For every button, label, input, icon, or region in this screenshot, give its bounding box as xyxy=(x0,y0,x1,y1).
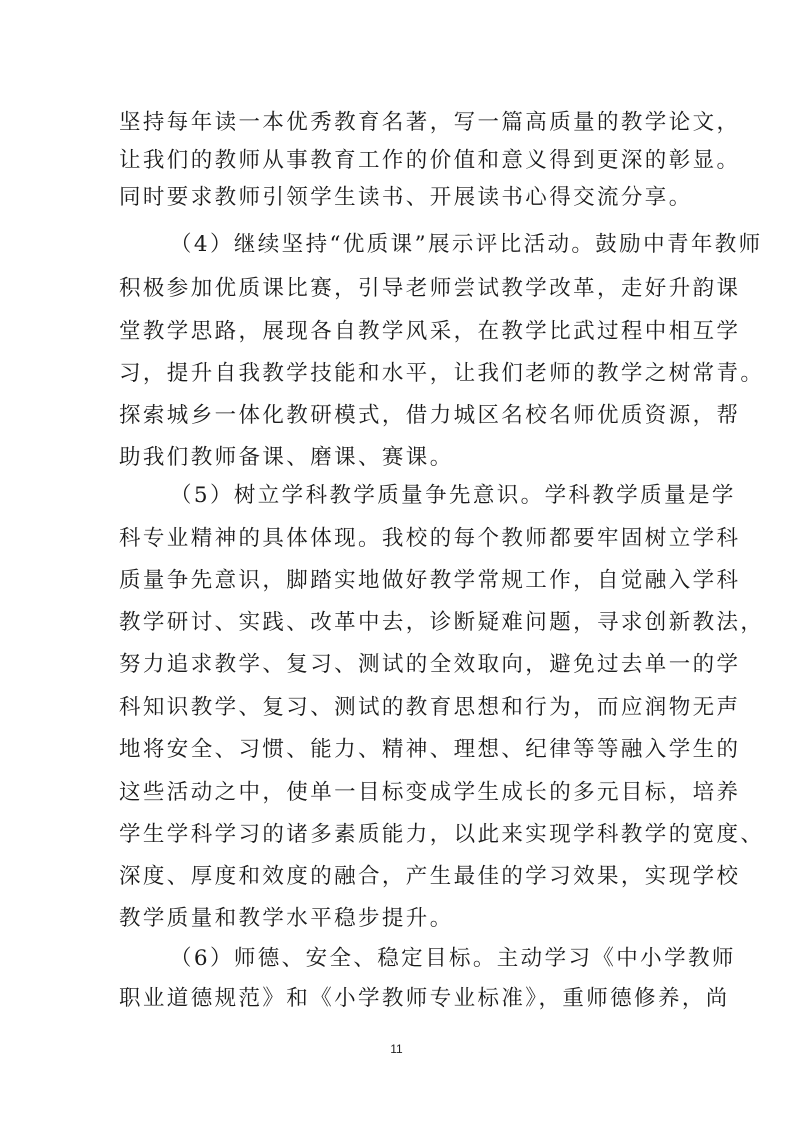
text-line: 科知识教学、复习、测试的教育思想和行为，而应润物无声 xyxy=(119,695,741,720)
paragraph-5-start: （5）树立学科教学质量争先意识。学科教学质量是学 xyxy=(170,483,736,508)
text-line: 探索城乡一体化教研模式，借力城区名校名师优质资源，帮 xyxy=(119,403,741,428)
paragraph-4-start: （4）继续坚持“优质课”展示评比活动。鼓励中青年教师 xyxy=(170,232,763,257)
text-line: 深度、厚度和效度的融合，产生最佳的学习效果，实现学校 xyxy=(119,864,741,889)
text-line: 这些活动之中，使单一目标变成学生成长的多元目标，培养 xyxy=(119,780,741,805)
text-line: 地将安全、习惯、能力、精神、理想、纪律等等融入学生的 xyxy=(119,737,741,762)
paragraph-6-start: （6）师德、安全、稳定目标。主动学习《中小学教师 xyxy=(170,946,736,971)
text-line: 助我们教师备课、磨课、赛课。 xyxy=(119,445,454,470)
text-line: 质量争先意识，脚踏实地做好教学常规工作，自觉融入学科 xyxy=(119,568,741,593)
text-line: 学生学科学习的诸多素质能力，以此来实现学科教学的宽度、 xyxy=(119,822,765,847)
page-number: 11 xyxy=(390,1042,403,1056)
text-line: 习，提升自我教学技能和水平，让我们老师的教学之树常青。 xyxy=(119,361,765,386)
text-line: 同时要求教师引领学生读书、开展读书心得交流分享。 xyxy=(119,185,693,210)
text-line: 科专业精神的具体体现。我校的每个教师都要牢固树立学科 xyxy=(119,526,741,551)
text-line: 努力追求教学、复习、测试的全效取向，避免过去单一的学 xyxy=(119,652,741,677)
text-line: 教学质量和教学水平稳步提升。 xyxy=(119,906,454,931)
text-line: 职业道德规范》和《小学教师专业标准》，重师德修养，尚 xyxy=(119,986,730,1011)
text-line: 坚持每年读一本优秀教育名著，写一篇高质量的教学论文， xyxy=(119,110,741,135)
text-line: 让我们的教师从事教育工作的价值和意义得到更深的彰显。 xyxy=(119,148,741,173)
text-line: 积极参加优质课比赛，引导老师尝试教学改革，走好升韵课 xyxy=(119,276,741,301)
text-line: 教学研讨、实践、改革中去，诊断疑难问题，寻求创新教法， xyxy=(119,610,765,635)
text-line: 堂教学思路，展现各自教学风采，在教学比武过程中相互学 xyxy=(119,319,741,344)
